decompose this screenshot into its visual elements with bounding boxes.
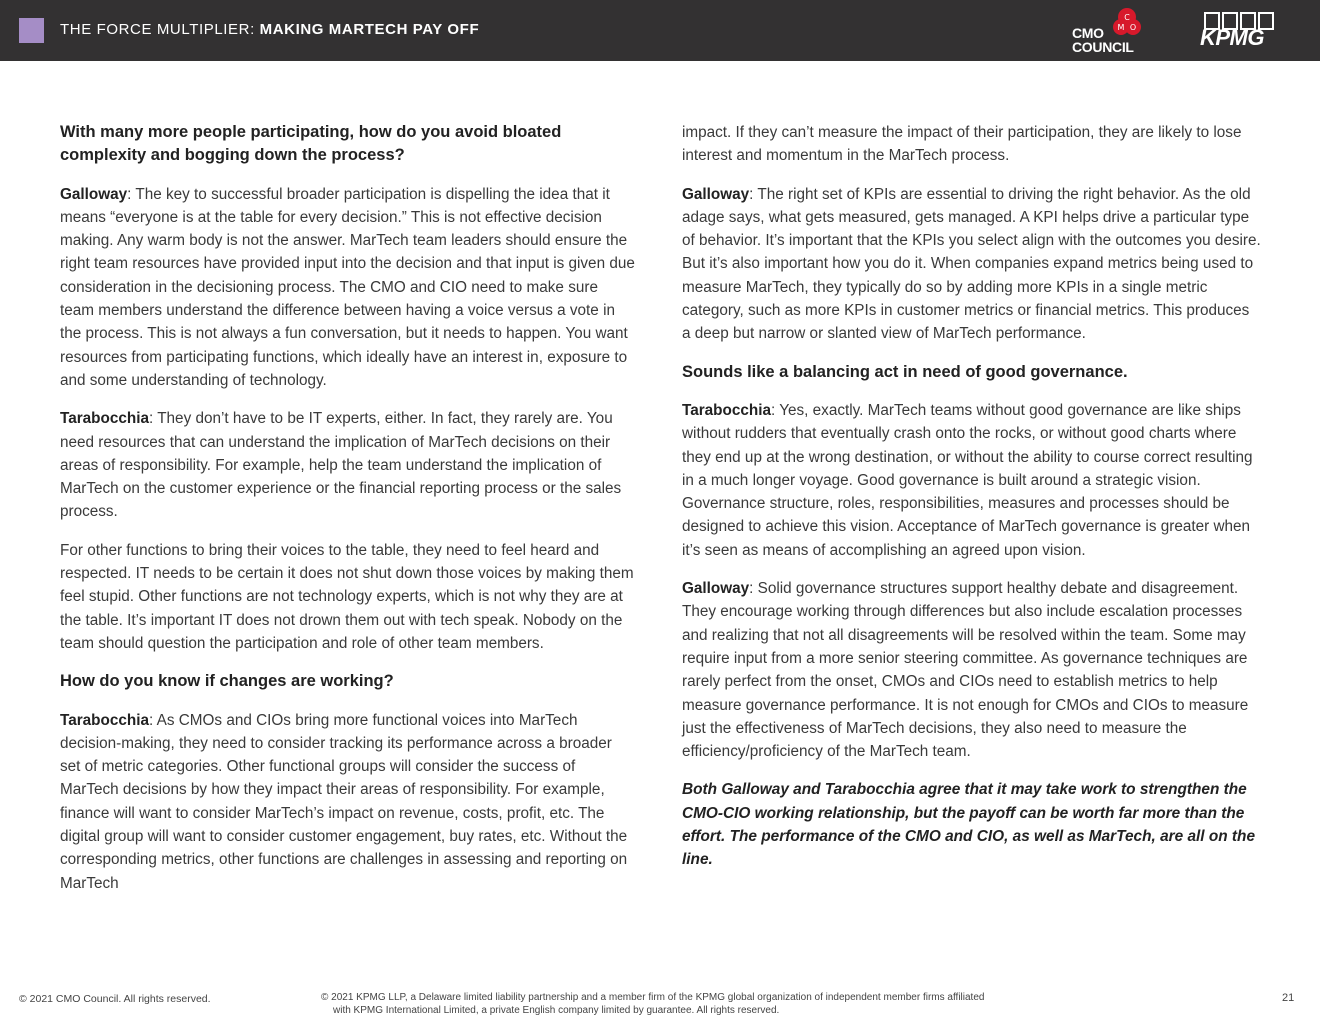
answer-text: : Yes, exactly. MarTech teams without good governance are like ships without rudders that eventually crash onto the rocks, or without good charts where they end up at the wrong destination, or without the ability to course correct resulting in a much longer voyage. Good governance is built around a strategic vision. Governance structure, roles, responsibilities, measures and processes should be designed to achieve this vision. Acceptance of MarTech governance is greater when it’s seen as means of accomplishing an agreed upon vision. — [682, 401, 1253, 559]
answer-text: : They don’t have to be IT experts, either. In fact, they rarely are. You need resources that can understand the implication of MarTech decisions on their areas of responsibility. For example, help the team understand the implication of MarTech on the customer experience or the financial reporting process or the sales process. — [60, 410, 622, 521]
question-heading: With many more people participating, how do you avoid bloated complexity and bogging down the process? — [60, 123, 562, 165]
answer-text: : The key to successful broader participation is dispelling the idea that it means “everyone is at the table for every decision.” This is not effective decision making. Any warm body is not the answer. MarTech team leaders should ensure the right team resources have provided input into the decision and that input is given due consideration in the decisioning process. The CMO and CIO need to make sure team members understand the difference between having a voice versus a vote in the process. This is not always a fun conversation, but it needs to happen. You want resources from participating functions, which ideally have an interest in, exposure to and some understanding of technology. — [60, 185, 635, 389]
footer-line-1: © 2021 KPMG LLP, a Delaware limited liability partnership and a member firm of the KPMG global organization of independent member firms affiliated — [321, 992, 985, 1003]
svg-text:O: O — [1129, 23, 1137, 32]
answer-text: : Solid governance structures support healthy debate and disagreement. They encourage working through differences but also include escalation processes and realizing that not all disagreements will be resolved within the team. Some may require input from a more senior steering committee. As governance techniques are rarely perfect from the onset, CMOs and CIOs need to establish metrics to help measure governance performance. It is not enough for CMOs and CIOs to measure just the effectiveness of MarTech decisions, they also need to measure the efficiency/proficiency of the MarTech team. — [682, 580, 1249, 761]
body-paragraph: For other functions to bring their voices to the table, they need to feel heard and respected. IT needs to be certain it does not shut down those voices by making them feel stupid. Other functions are not technology experts, which is not why they are at the table. It’s important IT does not drown them out with tech speak. Nobody on the team should question the participation and role of other team members. — [60, 541, 634, 652]
svg-text:C: C — [1124, 13, 1130, 22]
header-bar — [0, 0, 1320, 61]
footer-copyright-cmo: © 2021 CMO Council. All rights reserved. — [19, 993, 211, 1005]
title-prefix: THE FORCE MULTIPLIER: — [60, 21, 260, 38]
question-heading: Sounds like a balancing act in need of good governance. — [682, 362, 1128, 381]
question-heading: How do you know if changes are working? — [60, 672, 394, 691]
kpmg-logo — [1198, 12, 1280, 48]
kpmg-logo-text: KPMG — [1200, 25, 1264, 50]
answer-text: : The right set of KPIs are essential to driving the right behavior. As the old adage says, what gets measured, gets managed. A KPI helps drive a particular type of behavior. It’s important that the KPIs you select align with the outcomes you desire. But it’s also important how you do it. When companies expand metrics being used to measure MarTech, they typically do so by adding more KPIs in a single metric category, such as more KPIs in customer metrics or financial metrics. This produces a deep but narrow or slanted view of MarTech performance. — [682, 185, 1261, 343]
body-paragraph: impact. If they can’t measure the impact of their participation, they are likely to lose interest and momentum in the MarTech process. — [682, 124, 1242, 165]
speaker-name: Galloway — [682, 580, 750, 598]
svg-text:M: M — [1117, 23, 1125, 32]
speaker-name: Tarabocchia — [60, 410, 149, 428]
answer-text: : As CMOs and CIOs bring more functional voices into MarTech decision-making, they need to consider tracking its performance across a broader set of metric categories. Other functional groups will consider the success of MarTech decisions by how they impact their areas of responsibility. For example, finance will want to consider MarTech’s impact on revenue, costs, profit, etc. The digital group will want to consider customer engagement, buy rates, etc. Without the corresponding metrics, other functions are challenges in assessing and reporting on MarTech — [60, 711, 628, 892]
answer-paragraph — [682, 577, 1262, 763]
page-number: 21 — [1282, 992, 1295, 1004]
cmo-council-logo — [1070, 6, 1150, 56]
document-title — [60, 21, 479, 38]
speaker-name: Galloway — [682, 185, 750, 203]
answer-paragraph — [682, 399, 1262, 562]
speaker-name: Tarabocchia — [60, 711, 149, 729]
cmo-council-logo-text: CMO COUNCIL — [1072, 25, 1134, 55]
title-bold: MAKING MARTECH PAY OFF — [259, 21, 480, 38]
answer-paragraph — [682, 183, 1262, 346]
speaker-name: Galloway — [60, 185, 128, 203]
right-column — [682, 121, 1262, 872]
speaker-name: Tarabocchia — [682, 401, 771, 419]
left-column — [60, 121, 635, 910]
header-accent-square — [19, 18, 44, 43]
closing-statement: Both Galloway and Tarabocchia agree that it may take work to strengthen the CMO-CIO working relationship, but the payoff can be worth far more than the effort. The performance of the CMO and CIO, as well as MarTech, are all on the line. — [682, 781, 1256, 869]
answer-paragraph — [60, 183, 635, 393]
answer-paragraph — [60, 709, 635, 895]
answer-paragraph — [60, 407, 635, 523]
footer-line-2: with KPMG International Limited, a private English company limited by guarantee. All rights reserved. — [333, 1004, 780, 1016]
footer-copyright-kpmg — [321, 992, 1081, 1017]
